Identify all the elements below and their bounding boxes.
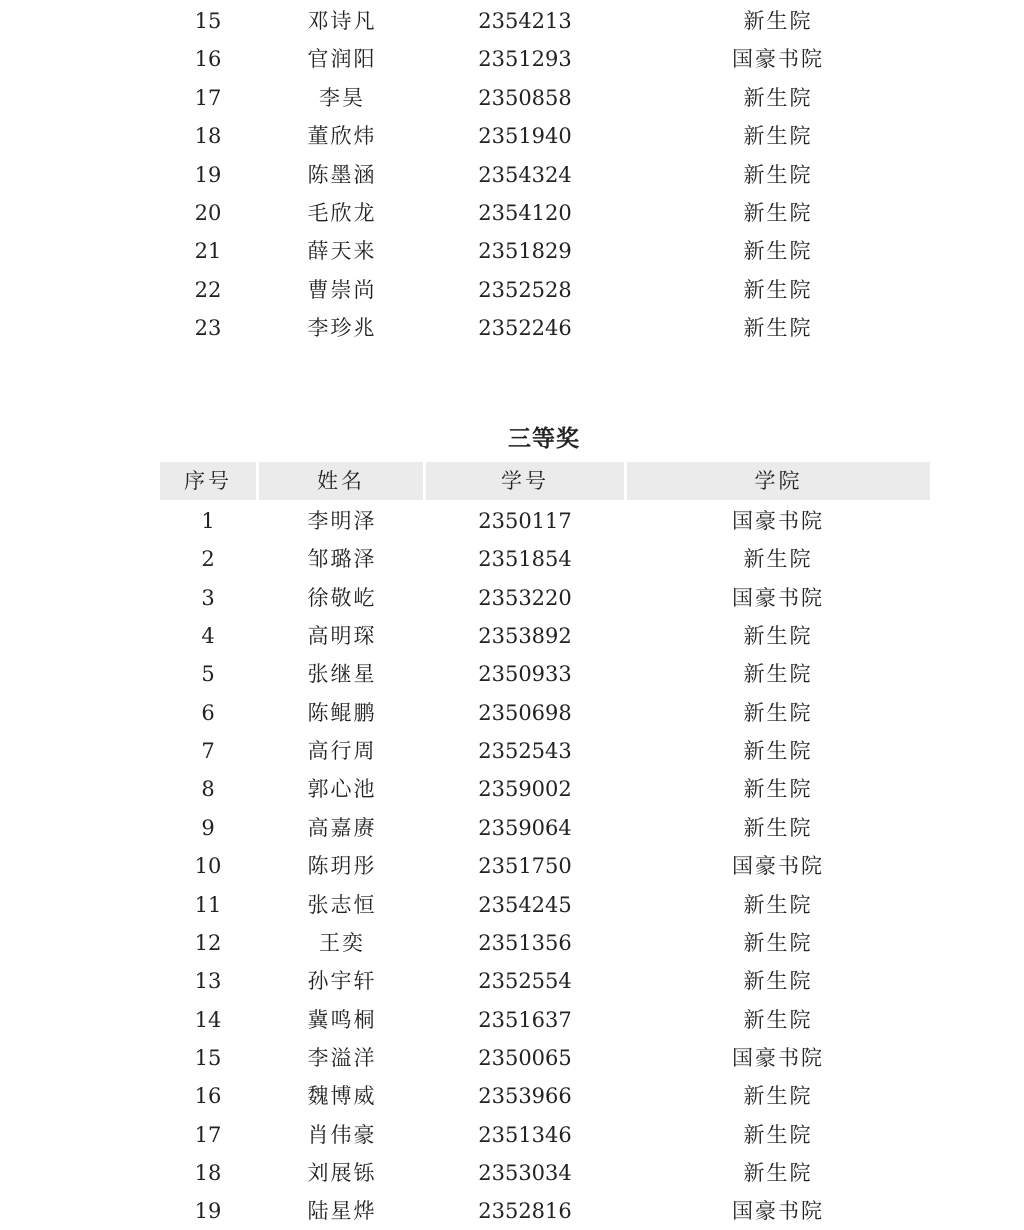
table-row (0, 40, 1024, 78)
table-row (0, 502, 1024, 540)
row-college: 新生院 (743, 1007, 813, 1032)
row-student-id: 2350698 (478, 700, 572, 725)
row-college: 新生院 (743, 277, 813, 302)
row-index: 17 (194, 85, 222, 110)
table-row (0, 924, 1024, 962)
table-row (0, 1154, 1024, 1192)
table-row (0, 309, 1024, 347)
row-college: 新生院 (743, 85, 813, 110)
row-name: 徐敬屹 (307, 585, 377, 610)
row-student-id: 2350858 (478, 85, 572, 110)
third-prize-table-header (0, 462, 1024, 500)
row-index: 2 (201, 547, 215, 572)
row-student-id: 2352246 (478, 316, 572, 341)
row-name: 高行周 (307, 739, 377, 764)
table-row (0, 117, 1024, 155)
row-college: 新生院 (743, 624, 813, 649)
row-index: 10 (194, 854, 222, 879)
row-index: 22 (194, 277, 222, 302)
row-college: 国豪书院 (732, 1199, 824, 1224)
row-college: 国豪书院 (732, 854, 824, 879)
header-student-id: 学号 (426, 462, 624, 500)
row-name: 王奕 (319, 930, 365, 955)
row-name: 魏博威 (307, 1084, 377, 1109)
row-name: 李明泽 (307, 509, 377, 533)
table-row (0, 194, 1024, 232)
row-student-id: 2353034 (478, 1160, 572, 1185)
table-row (0, 847, 1024, 885)
row-name: 李溢洋 (307, 1045, 377, 1070)
row-index: 20 (194, 201, 222, 225)
row-college: 新生院 (743, 547, 813, 572)
row-college: 新生院 (743, 662, 813, 687)
row-college: 新生院 (743, 124, 813, 149)
row-college: 新生院 (743, 700, 813, 725)
row-index: 21 (194, 239, 222, 264)
row-college: 新生院 (743, 892, 813, 917)
row-college: 国豪书院 (732, 1045, 824, 1070)
row-student-id: 2354324 (478, 162, 572, 187)
row-student-id: 2350117 (478, 509, 572, 533)
row-index: 15 (194, 1045, 222, 1070)
section-title-third-prize: 三等奖 (508, 426, 580, 452)
row-name: 陈鲲鹏 (307, 700, 377, 725)
row-index: 8 (201, 777, 215, 802)
row-student-id: 2351293 (478, 47, 572, 72)
row-index: 18 (194, 124, 222, 149)
row-student-id: 2352554 (478, 969, 572, 994)
row-college: 新生院 (743, 1122, 813, 1147)
row-name: 陈墨涵 (307, 162, 377, 187)
row-student-id: 2351940 (478, 124, 572, 149)
row-index: 9 (201, 815, 215, 840)
table-row (0, 156, 1024, 194)
row-college: 新生院 (743, 777, 813, 802)
row-index: 14 (194, 1007, 222, 1032)
table-row (0, 732, 1024, 770)
row-student-id: 2351637 (478, 1007, 572, 1032)
row-name: 高明琛 (307, 624, 377, 649)
row-index: 12 (194, 930, 222, 955)
row-student-id: 2352816 (478, 1199, 572, 1224)
row-index: 17 (194, 1122, 222, 1147)
row-student-id: 2351346 (478, 1122, 572, 1147)
table-row (0, 886, 1024, 924)
row-college: 新生院 (743, 930, 813, 955)
table-row (0, 579, 1024, 617)
row-name: 冀鸣桐 (307, 1007, 377, 1032)
table-row (0, 809, 1024, 847)
table-row (0, 694, 1024, 732)
row-student-id: 2351750 (478, 854, 572, 879)
table-row (0, 962, 1024, 1000)
row-name: 张继星 (307, 662, 377, 687)
table-row (0, 1192, 1024, 1230)
row-student-id: 2353966 (478, 1084, 572, 1109)
row-index: 3 (201, 585, 215, 610)
row-student-id: 2351356 (478, 930, 572, 955)
row-student-id: 2352528 (478, 277, 572, 302)
row-student-id: 2354213 (478, 9, 572, 33)
row-student-id: 2350933 (478, 662, 572, 687)
row-name: 李珍兆 (307, 316, 377, 341)
row-student-id: 2351829 (478, 239, 572, 264)
row-name: 毛欣龙 (307, 201, 377, 225)
row-college: 新生院 (743, 9, 813, 33)
row-name: 高嘉赓 (307, 815, 377, 840)
table-row (0, 271, 1024, 309)
row-college: 新生院 (743, 239, 813, 264)
row-name: 郭心池 (307, 777, 377, 802)
row-index: 1 (201, 509, 215, 533)
row-index: 18 (194, 1160, 222, 1185)
row-student-id: 2354245 (478, 892, 572, 917)
row-index: 7 (201, 739, 215, 764)
row-college: 新生院 (743, 1160, 813, 1185)
table-row (0, 770, 1024, 808)
table-row (0, 1116, 1024, 1154)
row-index: 11 (194, 892, 222, 917)
row-student-id: 2352543 (478, 739, 572, 764)
row-name: 陆星烨 (307, 1199, 377, 1224)
row-name: 孙宇轩 (307, 969, 377, 994)
table-row (0, 540, 1024, 578)
row-student-id: 2353220 (478, 585, 572, 610)
row-index: 15 (194, 9, 222, 33)
row-college: 新生院 (743, 815, 813, 840)
row-index: 6 (201, 700, 215, 725)
row-college: 新生院 (743, 739, 813, 764)
row-student-id: 2351854 (478, 547, 572, 572)
row-name: 曹崇尚 (307, 277, 377, 302)
row-index: 13 (194, 969, 222, 994)
table-row (0, 1077, 1024, 1115)
header-index: 序号 (160, 462, 256, 500)
row-index: 16 (194, 1084, 222, 1109)
row-name: 李昊 (319, 85, 365, 110)
row-college: 新生院 (743, 316, 813, 341)
table-row (0, 617, 1024, 655)
table-row (0, 232, 1024, 270)
row-name: 邹璐泽 (307, 547, 377, 572)
row-index: 19 (194, 162, 222, 187)
row-college: 国豪书院 (732, 47, 824, 72)
header-college: 学院 (627, 462, 930, 500)
row-index: 4 (201, 624, 215, 649)
row-name: 张志恒 (307, 892, 377, 917)
row-index: 5 (201, 662, 215, 687)
row-name: 董欣炜 (307, 124, 377, 149)
row-college: 新生院 (743, 969, 813, 994)
table-row (0, 2, 1024, 40)
row-index: 16 (194, 47, 222, 72)
row-index: 23 (194, 316, 222, 341)
row-student-id: 2350065 (478, 1045, 572, 1070)
table-row (0, 79, 1024, 117)
row-college: 国豪书院 (732, 509, 824, 533)
table-row (0, 1001, 1024, 1039)
row-college: 新生院 (743, 201, 813, 225)
row-name: 陈玥彤 (307, 854, 377, 879)
row-student-id: 2354120 (478, 201, 572, 225)
row-name: 邓诗凡 (307, 9, 377, 33)
row-student-id: 2359064 (478, 815, 572, 840)
row-student-id: 2353892 (478, 624, 572, 649)
row-name: 刘展铄 (307, 1160, 377, 1185)
row-student-id: 2359002 (478, 777, 572, 802)
header-name: 姓名 (259, 462, 423, 500)
row-college: 新生院 (743, 162, 813, 187)
row-name: 肖伟豪 (307, 1122, 377, 1147)
row-college: 国豪书院 (732, 585, 824, 610)
row-college: 新生院 (743, 1084, 813, 1109)
row-name: 薛天来 (307, 239, 377, 264)
row-name: 官润阳 (307, 47, 377, 72)
table-row (0, 655, 1024, 693)
table-row (0, 1039, 1024, 1077)
row-index: 19 (194, 1199, 222, 1224)
